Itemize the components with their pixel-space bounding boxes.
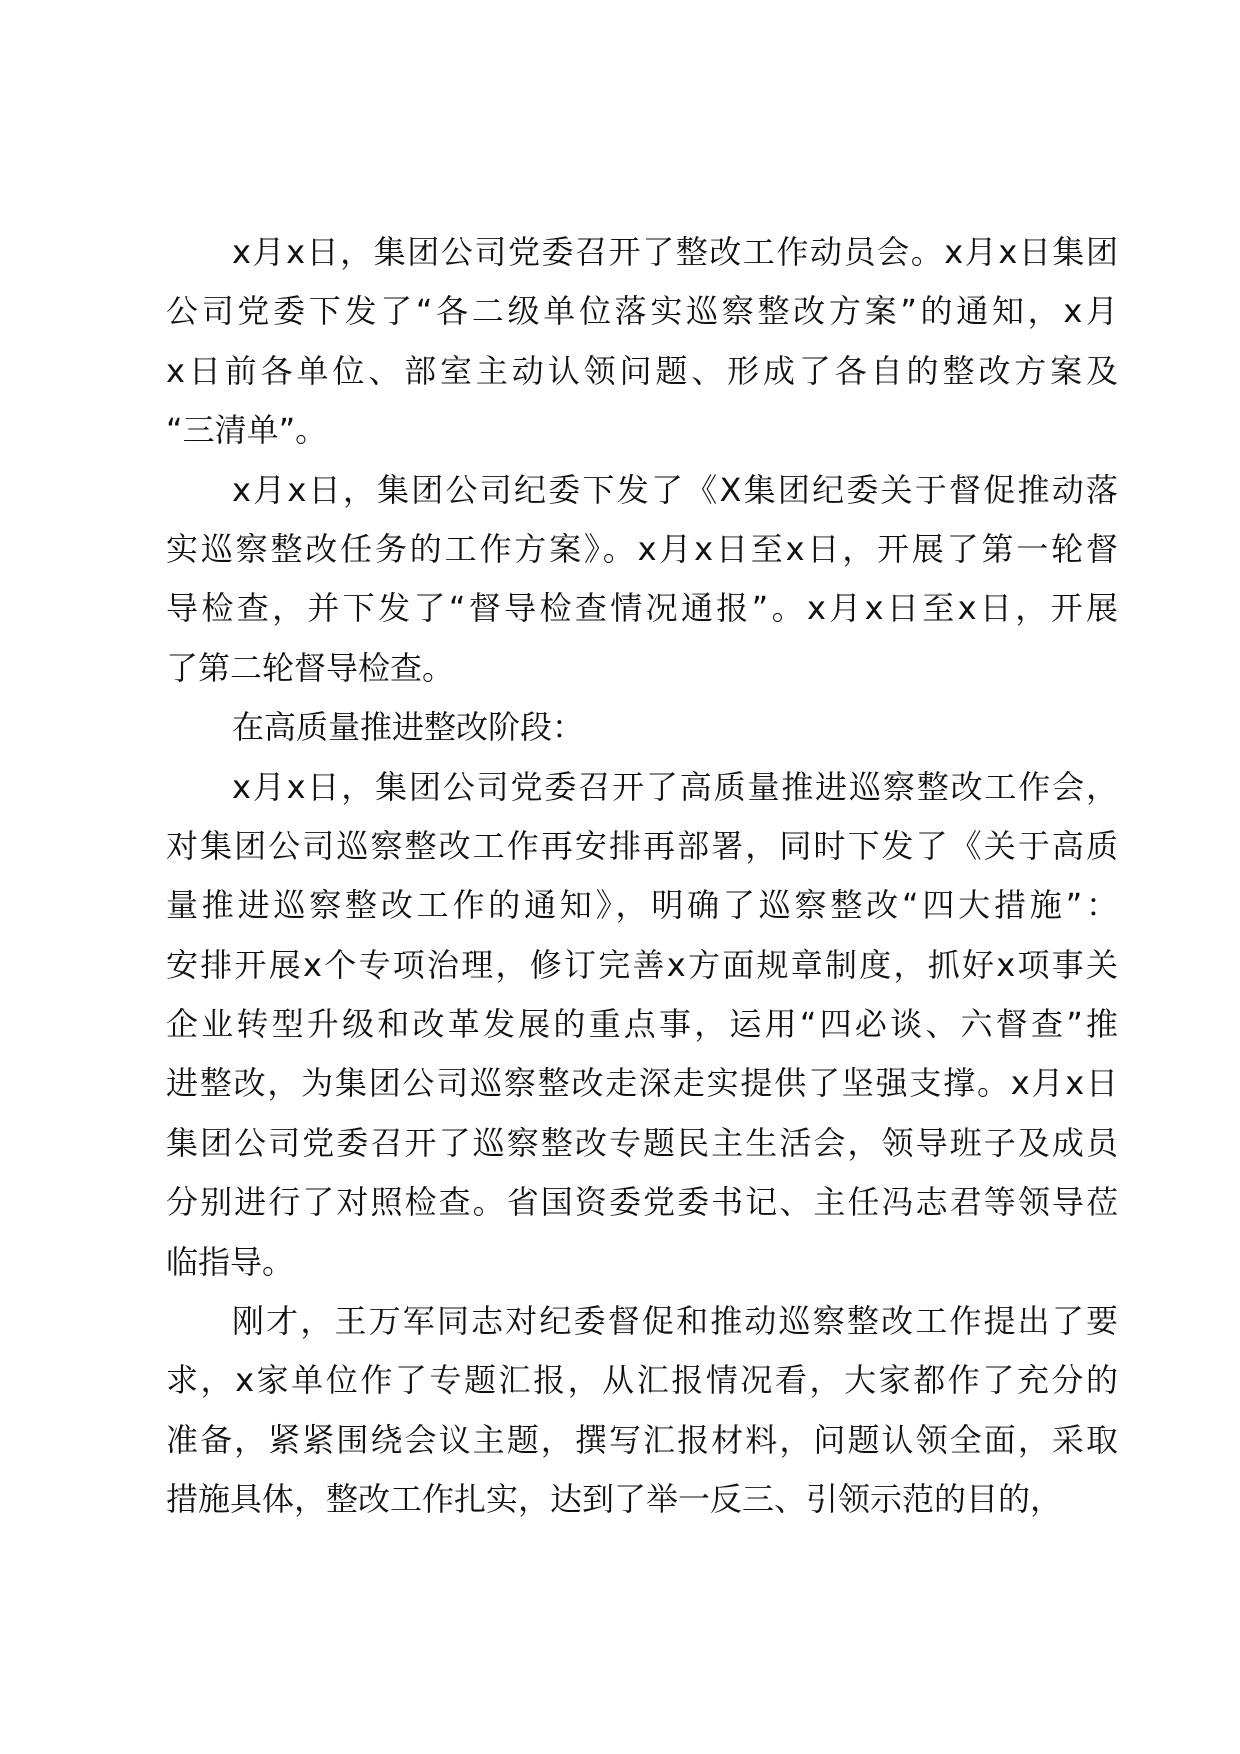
text-line: 量推进巡察整改工作的通知》，明确了巡察整改“四大措施”： [166, 886, 1118, 925]
text-line: 措施具体，整改工作扎实，达到了举一反三、引领示范的目的， [166, 1480, 1063, 1519]
text-line: “三清单”。 [166, 411, 328, 450]
text-line: 求，x家单位作了专题汇报，从汇报情况看，大家都作了充分的 [166, 1361, 1118, 1400]
text-line: 实巡察整改任务的工作方案》。x月x日至x日，开展了第一轮督 [166, 529, 1118, 568]
text-line: x月x日，集团公司党委召开了整改工作动员会。x月x日集团 [232, 233, 1118, 271]
text-line: x日前各单位、部室主动认领问题、形成了各自的整改方案及 [166, 351, 1118, 390]
text-line: 导检查，并下发了“督导检查情况通报”。x月x日至x日，开展 [166, 589, 1118, 628]
text-line: 刚才，王万军同志对纪委督促和推动巡察整改工作提出了要 [232, 1302, 1118, 1341]
paragraph-1 [166, 223, 1118, 461]
text-line: 集团公司党委召开了巡察整改专题民主生活会，领导班子及成员 [166, 1123, 1118, 1162]
text-line: 安排开展x个专项治理，修订完善x方面规章制度，抓好x项事关 [166, 945, 1118, 984]
text-line: 分别进行了对照检查。省国资委党委书记、主任冯志君等领导莅 [166, 1183, 1118, 1222]
document-body [166, 223, 1118, 1530]
text-line: 临指导。 [166, 1242, 295, 1281]
paragraph-4 [166, 758, 1118, 1293]
text-line: 进整改，为集团公司巡察整改走深走实提供了坚强支撑。x月x日 [166, 1064, 1118, 1103]
text-line: 对集团公司巡察整改工作再安排再部署，同时下发了《关于高质 [166, 826, 1118, 865]
paragraph-2 [166, 461, 1118, 699]
text-line: 准备，紧紧围绕会议主题，撰写汇报材料，问题认领全面，采取 [166, 1420, 1118, 1459]
text-line: x月x日，集团公司纪委下发了《X集团纪委关于督促推动落 [232, 470, 1118, 509]
text-line: 了第二轮督导检查。 [166, 648, 455, 687]
text-line: 公司党委下发了“各二级单位落实巡察整改方案”的通知，x月 [166, 292, 1118, 331]
paragraph-3 [166, 698, 1118, 757]
paragraph-5 [166, 1292, 1118, 1530]
text-line: x月x日，集团公司党委召开了高质量推进巡察整改工作会， [232, 767, 1118, 806]
text-line: 在高质量推进整改阶段： [232, 708, 585, 747]
text-line: 企业转型升级和改革发展的重点事，运用“四必谈、六督查”推 [166, 1005, 1118, 1044]
